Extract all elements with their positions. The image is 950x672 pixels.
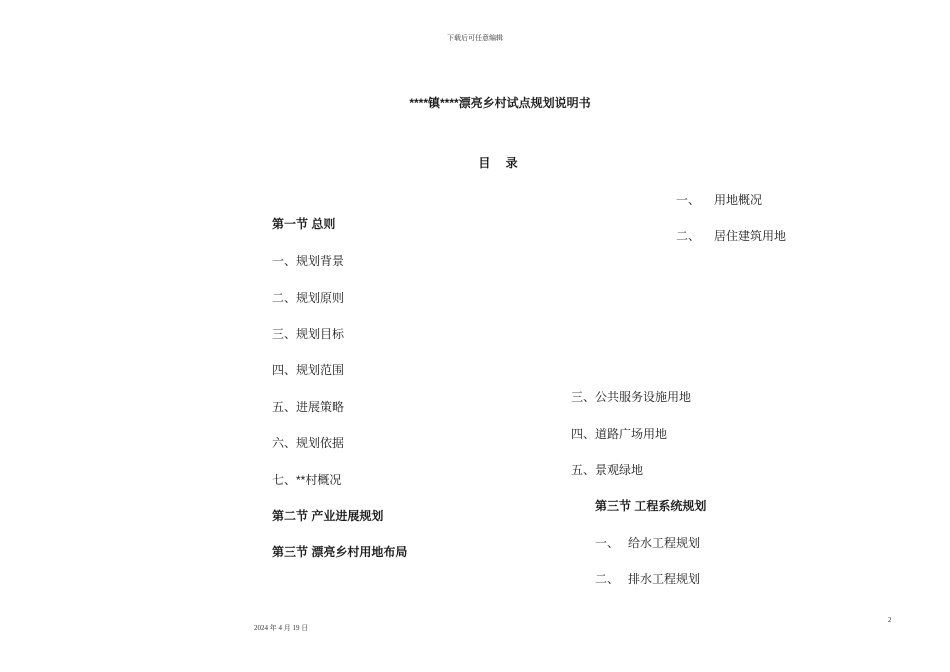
- toc-entry: 五、进展策略: [272, 400, 345, 414]
- toc-entry: 七、**村概况: [272, 473, 342, 487]
- page-number: 2: [888, 616, 892, 624]
- toc-entry-section-3: 第三节 漂亮乡村用地布局: [272, 545, 408, 559]
- toc-entry: 一、规划背景: [272, 254, 345, 268]
- toc-entry-number: 一、: [676, 193, 701, 207]
- toc-entry: 四、规划范围: [272, 363, 345, 377]
- toc-section-heading: 第三节 工程系统规划: [595, 499, 707, 513]
- toc-entry: 二、规划原则: [272, 291, 345, 305]
- toc-entry: 三、规划目标: [272, 327, 345, 341]
- toc-entry-number: 一、: [595, 536, 620, 550]
- toc-entry-number: 二、: [595, 572, 620, 586]
- toc-entry: 三、公共服务设施用地: [571, 390, 692, 404]
- toc-heading: 目 录: [478, 156, 524, 170]
- toc-entry-section-2: 第二节 产业进展规划: [272, 509, 384, 523]
- toc-entry-section-1: 第一节 总则: [272, 217, 336, 231]
- toc-entry-number: 二、: [676, 229, 701, 243]
- toc-entry: 四、道路广场用地: [571, 427, 668, 441]
- toc-entry: 六、规划依据: [272, 436, 345, 450]
- toc-entry-label: 居住建筑用地: [714, 229, 787, 243]
- footer-date: 2024 年 4 月 19 日: [254, 624, 309, 632]
- toc-entry-label: 给水工程规划: [628, 536, 701, 550]
- toc-entry-label: 用地概况: [714, 193, 763, 207]
- header-note: 下载后可任意编辑: [447, 34, 503, 42]
- toc-entry: 五、景观绿地: [571, 463, 644, 477]
- toc-entry-label: 排水工程规划: [628, 572, 701, 586]
- document-title: ****镇****漂亮乡村试点规划说明书: [409, 96, 591, 110]
